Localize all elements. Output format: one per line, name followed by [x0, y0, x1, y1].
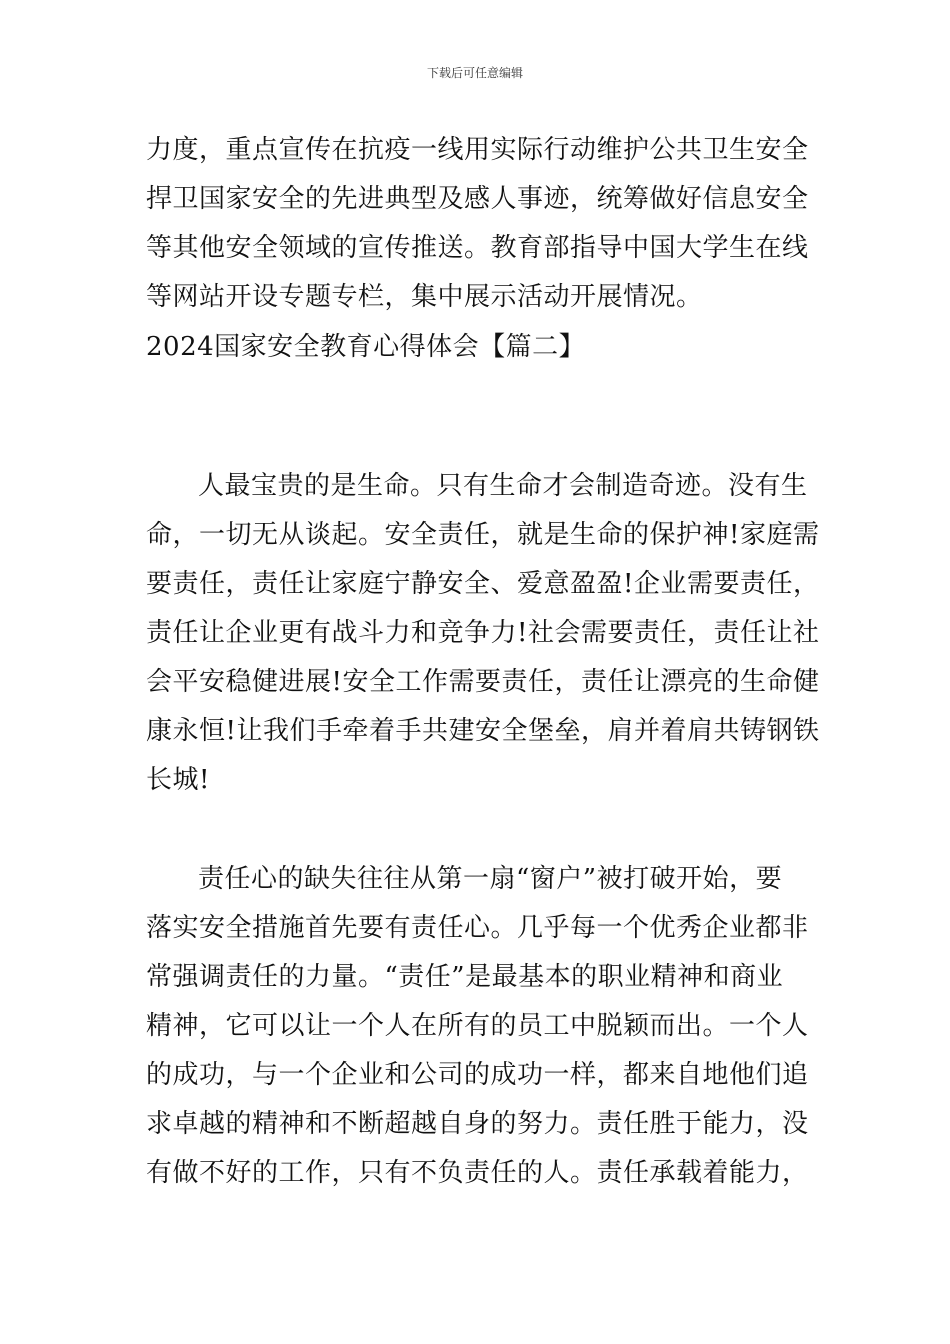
text-line: 精神，它可以让一个人在所有的员工中脱颖而出。一个人: [146, 1011, 809, 1041]
text-line: 责任心的缺失往往从第一扇“窗户”被打破开始，要: [198, 864, 783, 894]
text-line: 康永恒!让我们手牵着手共建安全堡垒，肩并着肩共铸钢铁: [146, 716, 820, 746]
text-line: 长城!: [146, 765, 210, 795]
text-line: 落实安全措施首先要有责任心。几乎每一个优秀企业都非: [146, 913, 809, 943]
text-line: 的成功，与一个企业和公司的成功一样，都来自地他们追: [146, 1060, 809, 1090]
text-line: 责任让企业更有战斗力和竞争力!社会需要责任，责任让社: [146, 618, 820, 648]
paragraph-continued: [146, 126, 810, 322]
text-line: 求卓越的精神和不断超越自身的努力。责任胜于能力，没: [146, 1109, 809, 1139]
spacer: [146, 372, 810, 462]
text-line: 人最宝贵的是生命。只有生命才会制造奇迹。没有生: [198, 471, 808, 501]
paragraph-2: [146, 855, 810, 1198]
text-line: 等其他安全领域的宣传推送。教育部指导中国大学生在线: [146, 233, 809, 263]
text-line: 捍卫国家安全的先进典型及感人事迹，统筹做好信息安全: [146, 184, 809, 214]
text-line: 命，一切无从谈起。安全责任，就是生命的保护神!家庭需: [146, 520, 820, 550]
text-line: 会平安稳健进展!安全工作需要责任，责任让漂亮的生命健: [146, 667, 820, 697]
spacer: [146, 805, 810, 855]
document-body: [146, 126, 820, 1198]
text-line: 要责任，责任让家庭宁静安全、爱意盈盈!企业需要责任，: [146, 569, 820, 599]
section-heading: 2024国家安全教育心得体会【篇二】: [146, 332, 586, 362]
paragraph-1: [146, 462, 820, 805]
text-line: 有做不好的工作，只有不负责任的人。责任承载着能力，: [146, 1158, 809, 1188]
text-line: 力度，重点宣传在抗疫一线用实际行动维护公共卫生安全: [146, 135, 809, 165]
text-line: 等网站开设专题专栏，集中展示活动开展情况。: [146, 282, 703, 312]
page-header: 下载后可任意编辑: [426, 66, 523, 80]
text-line: 常强调责任的力量。“责任”是最基本的职业精神和商业: [146, 962, 784, 992]
